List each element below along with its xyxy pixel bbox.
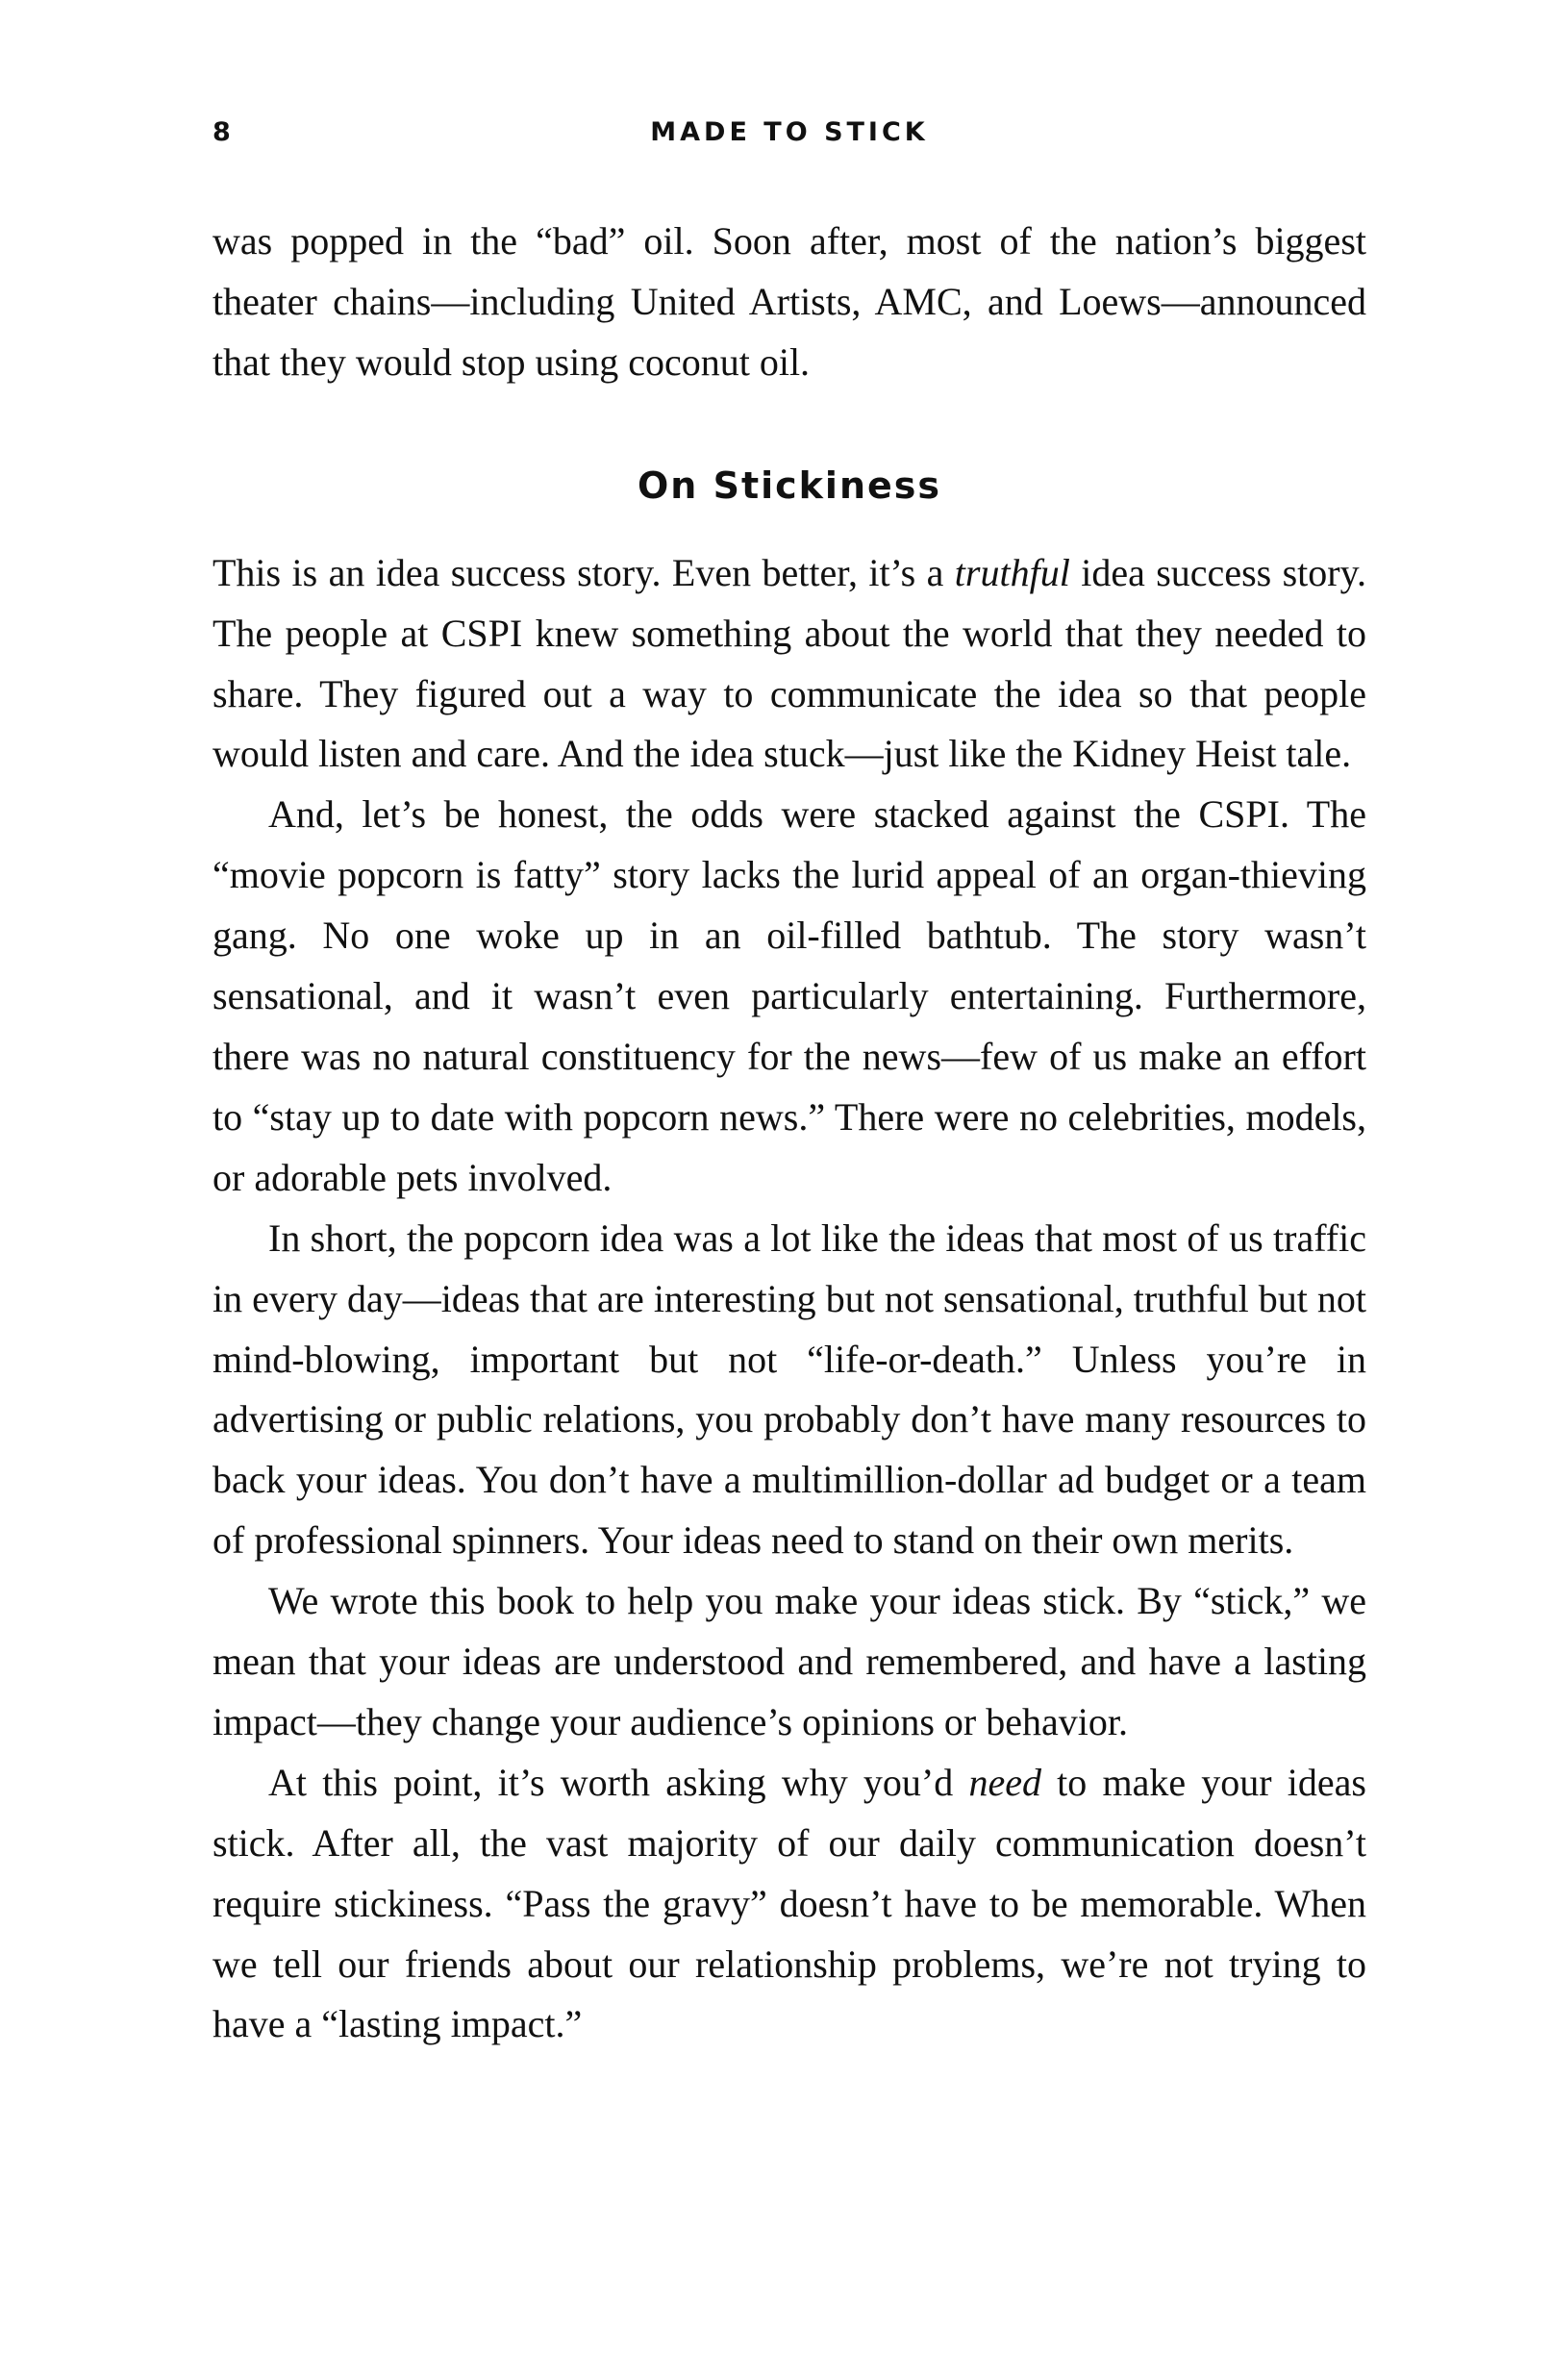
paragraph-need-to-stick (213, 1753, 1366, 2056)
paragraph-in-short: In short, the popcorn idea was a lot like the ideas that most of us traffic in every day—ideas that are interesting but not sensational, truthful but not mind-blowing, important but not “life-or-death.” Unless you’re in advertising or public relations, you probably don’t have many resources to back your ideas. You don’t have a multimillion-dollar ad budget or a team of professional spinners. Your ideas need to stand on their own merits. (213, 1215, 1366, 1563)
book-title: MADE TO STICK (650, 117, 929, 147)
paragraph-why-book: We wrote this book to help you make your ideas stick. By “stick,” we mean that your ideas are understood and remembered, and have a lasting impact—they change your audience’s opinions or behavior. (213, 1579, 1366, 1743)
paragraph-continued: was popped in the “bad” oil. Soon after, most of the nation’s biggest theater chains—including United Artists, AMC, and Loews—announced that they would stop using coconut oil. (213, 219, 1366, 384)
page-number: 8 (213, 117, 231, 147)
emphasis-truthful: truthful (954, 550, 1070, 594)
paragraph-text: At this point, it’s worth asking why you’d (268, 1760, 969, 1804)
section-heading: On Stickiness (637, 463, 942, 507)
paragraph-text: to make your ideas stick. After all, the vast majority of our daily communication doesn’t require stickiness. “Pass the gravy” doesn’t have to be memorable. When we tell our friends about our relationship problems, we’re not trying to have a “lasting impact.” (213, 1760, 1366, 2046)
emphasis-need: need (968, 1760, 1041, 1804)
paragraph-odds: And, let’s be honest, the odds were stacked against the CSPI. The “movie popcorn is fatty” story lacks the lurid appeal of an organ-thieving gang. No one woke up in an oil-filled bathtub. The story wasn’t sensational, and it wasn’t even particularly entertaining. Furthermore, there was no natural constituency for the news—few of us make an effort to “stay up to date with popcorn news.” There were no celebrities, models, or adorable pets involved. (213, 792, 1366, 1199)
paragraph-text: idea success story. The people at CSPI knew something about the world that they needed to share. They figured out a way to communicate the idea so that people would listen and care. And the idea stuck—just like the Kidney Heist tale. (213, 550, 1366, 776)
body-text (213, 212, 1366, 2055)
paragraph-idea-success (213, 543, 1366, 786)
running-head (213, 117, 1366, 156)
paragraph-text: This is an idea success story. Even better, it’s a (213, 550, 955, 594)
